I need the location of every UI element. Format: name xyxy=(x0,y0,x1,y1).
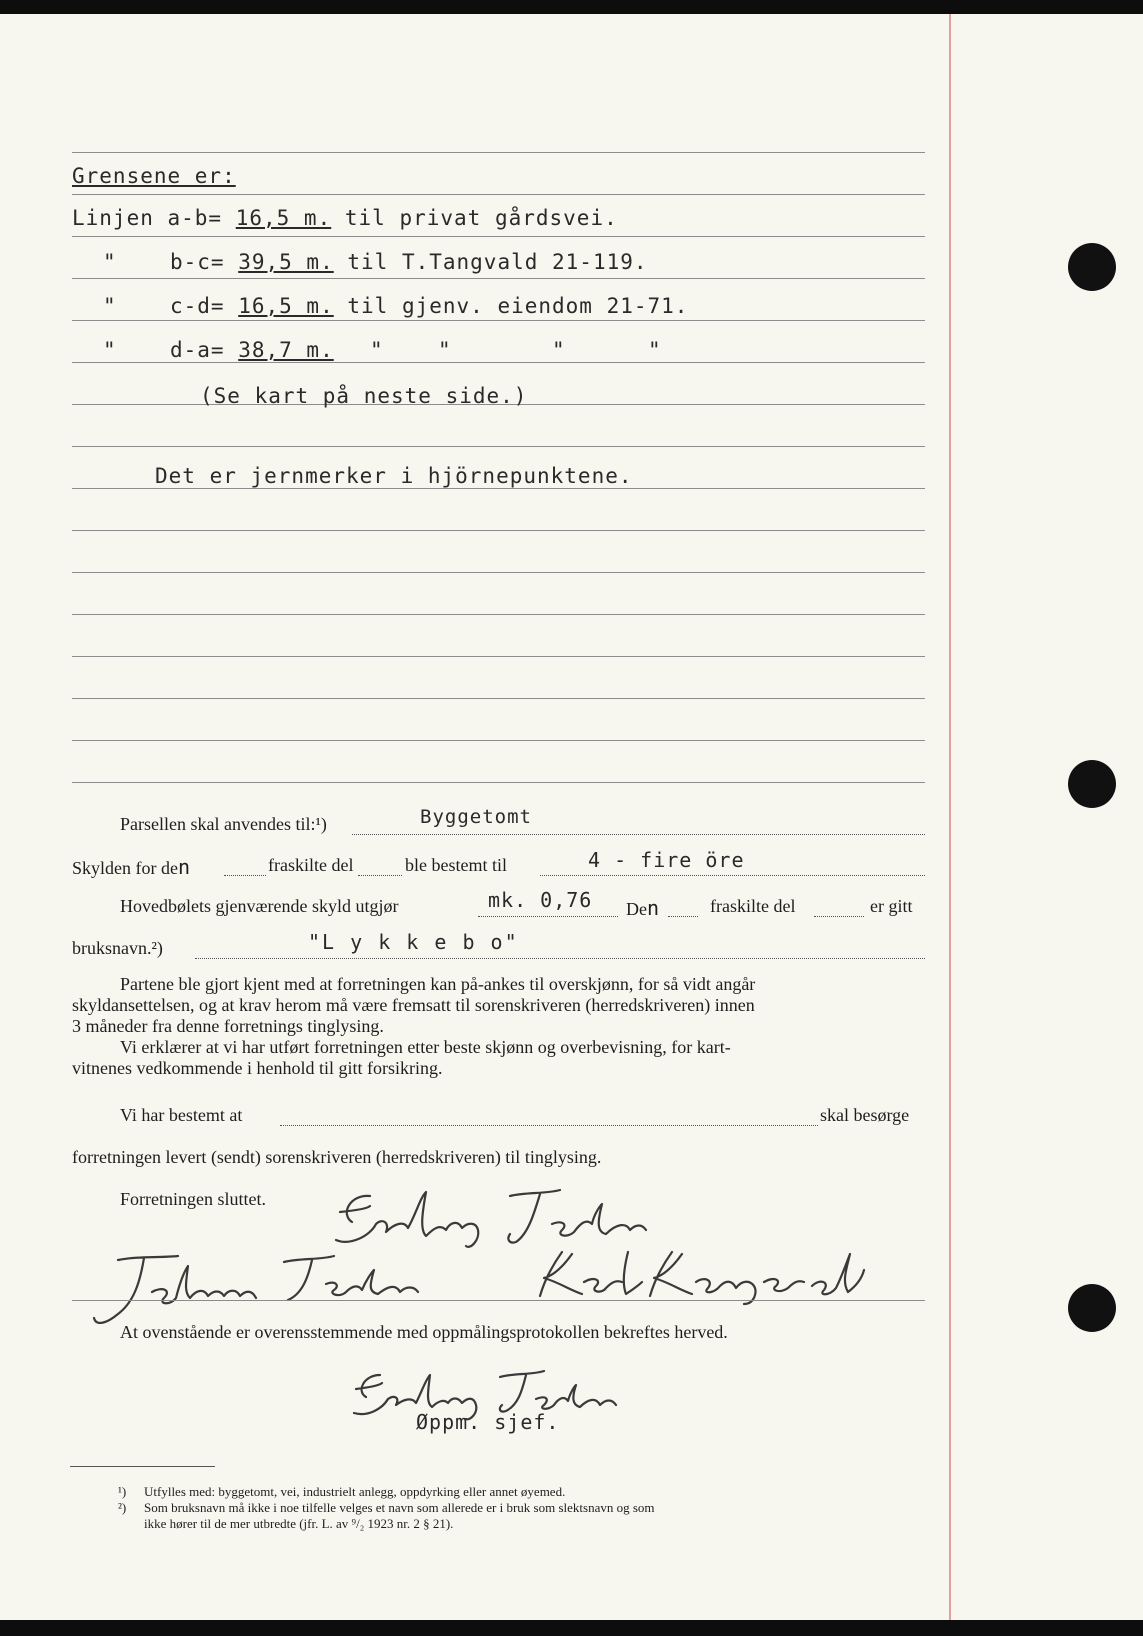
ruled-line xyxy=(72,236,925,237)
fill-line xyxy=(224,875,266,876)
map-reference-note: (Se kart på neste side.) xyxy=(200,384,528,408)
paragraph-line: 3 måneder fra denne forretnings tinglysing. xyxy=(72,1016,384,1036)
hovedbolets-label: Hovedbølets gjenværende skyld utgjør xyxy=(120,896,399,916)
distance-value: 39,5 m. xyxy=(238,250,334,274)
besorge-label: skal besørge xyxy=(820,1105,910,1125)
segment-label: d-a= xyxy=(170,338,239,362)
document-page xyxy=(0,14,1143,1620)
boundary-line-ab xyxy=(72,206,618,230)
ditto-mark: " xyxy=(648,338,662,362)
er-gitt-label: er gitt xyxy=(870,896,913,916)
line-rest: til gjenv. eiendom 21-71. xyxy=(333,294,689,318)
fill-line xyxy=(540,875,925,876)
footnote-1: Utfylles med: byggetomt, vei, industrielt anlegg, oppdyrking eller annet øyemed. xyxy=(144,1484,566,1499)
ruled-line xyxy=(72,278,925,279)
footnote-2-line: Som bruksnavn må ikke i noe tilfelle velges et navn som allerede er i bruk som slektsnavn og som xyxy=(144,1500,655,1515)
ditto-mark: " xyxy=(438,338,452,362)
segment-label: b-c= xyxy=(170,250,239,274)
ruled-line xyxy=(72,740,925,741)
ruled-line xyxy=(72,530,925,531)
ditto-mark: " xyxy=(103,294,117,318)
fill-line xyxy=(478,916,618,917)
line-rest: til T.Tangvald 21-119. xyxy=(333,250,648,274)
de-label xyxy=(626,896,659,920)
title-oppm-sjef: Øppm. sjef. xyxy=(416,1410,560,1434)
ditto-mark: " xyxy=(103,338,117,362)
fraskilte-del-label: fraskilte del xyxy=(710,896,796,916)
ruled-line xyxy=(72,782,925,783)
paragraph-line: skyldansettelsen, og at krav herom må være fremsatt til sorenskriveren (herredskriveren) innen xyxy=(72,995,755,1015)
ruled-line xyxy=(72,656,925,657)
skylden-n: n xyxy=(177,855,191,879)
skylden-label xyxy=(72,855,190,879)
bestemt-label: Vi har bestemt at xyxy=(120,1105,243,1125)
de-text: De xyxy=(626,899,647,919)
sluttet-text: Forretningen sluttet. xyxy=(120,1189,266,1209)
distance-value: 16,5 m. xyxy=(238,294,334,318)
fill-line xyxy=(195,958,925,959)
ruled-line xyxy=(72,488,925,489)
footnote-2-line: ikke hører til de mer utbredte (jfr. L. av ⁹/₂ 1923 nr. 2 § 21). xyxy=(144,1516,454,1531)
footnote-1-mark: ¹) xyxy=(118,1484,127,1499)
paragraph-line: Partene ble gjort kjent med at forretningen kan på-ankes til overskjønn, for så vidt angår xyxy=(120,974,756,994)
bestemt-til-label: ble bestemt til xyxy=(405,855,507,875)
punch-hole xyxy=(1068,1284,1116,1332)
ditto-mark: " xyxy=(552,338,566,362)
skyld-value: 4 - fire öre xyxy=(588,848,745,872)
ruled-line xyxy=(72,446,925,447)
signature-karl-kongerod xyxy=(532,1246,872,1306)
skylden-text: Skylden for de xyxy=(72,858,178,878)
ruled-line xyxy=(72,614,925,615)
line-rest: til privat gårdsvei. xyxy=(331,206,618,230)
signature-johan-isaksen xyxy=(88,1252,428,1332)
ditto-mark: " xyxy=(370,338,384,362)
ruled-line xyxy=(72,320,925,321)
parsellen-value: Byggetomt xyxy=(420,806,532,828)
ruled-line xyxy=(72,362,925,363)
levert-text: forretningen levert (sendt) sorenskriveren (herredskriveren) til tinglysing. xyxy=(72,1147,602,1167)
footnote-separator xyxy=(70,1466,215,1467)
line-prefix: Linjen a-b= xyxy=(72,206,236,230)
fill-line xyxy=(358,875,402,876)
ruled-line xyxy=(72,698,925,699)
bruksnavn-value: "L y k k e b o" xyxy=(308,930,519,954)
ditto-mark: " xyxy=(103,250,117,274)
bekreftes-text: At ovenstående er overensstemmende med oppmålingsprotokollen bekreftes herved. xyxy=(120,1322,728,1342)
ruled-line xyxy=(72,152,925,153)
parsellen-label: Parsellen skal anvendes til:¹) xyxy=(120,814,327,834)
fill-line xyxy=(280,1125,818,1126)
paragraph-line: Vi erklærer at vi har utført forretningen etter beste skjønn og overbevisning, for kart- xyxy=(120,1037,731,1057)
iron-markers-note: Det er jernmerker i hjörnepunktene. xyxy=(155,464,633,488)
grensene-heading: Grensene er: xyxy=(72,164,236,188)
fill-line xyxy=(352,834,925,835)
distance-value: 16,5 m. xyxy=(235,206,332,230)
bruksnavn-label: bruksnavn.²) xyxy=(72,938,163,958)
footnote-2-mark: ²) xyxy=(118,1500,127,1515)
boundary-line-bc xyxy=(170,250,648,274)
punch-hole xyxy=(1068,760,1116,808)
fill-line xyxy=(814,916,864,917)
segment-label: c-d= xyxy=(170,294,239,318)
paragraph-line: vitnenes vedkommende i henhold til gitt forsikring. xyxy=(72,1058,443,1078)
boundary-line-cd xyxy=(170,294,688,318)
hovedbolets-value: mk. 0,76 xyxy=(488,888,593,912)
de-n: n xyxy=(647,896,660,920)
ruled-line xyxy=(72,194,925,195)
boundary-line-da xyxy=(170,338,334,362)
ruled-line xyxy=(72,572,925,573)
ruled-line xyxy=(72,1300,925,1301)
fill-line xyxy=(668,916,698,917)
distance-value: 38,7 m. xyxy=(238,338,334,362)
margin-rule xyxy=(949,14,951,1620)
fraskilte-del-label: fraskilte del xyxy=(268,855,354,875)
punch-hole xyxy=(1068,243,1116,291)
